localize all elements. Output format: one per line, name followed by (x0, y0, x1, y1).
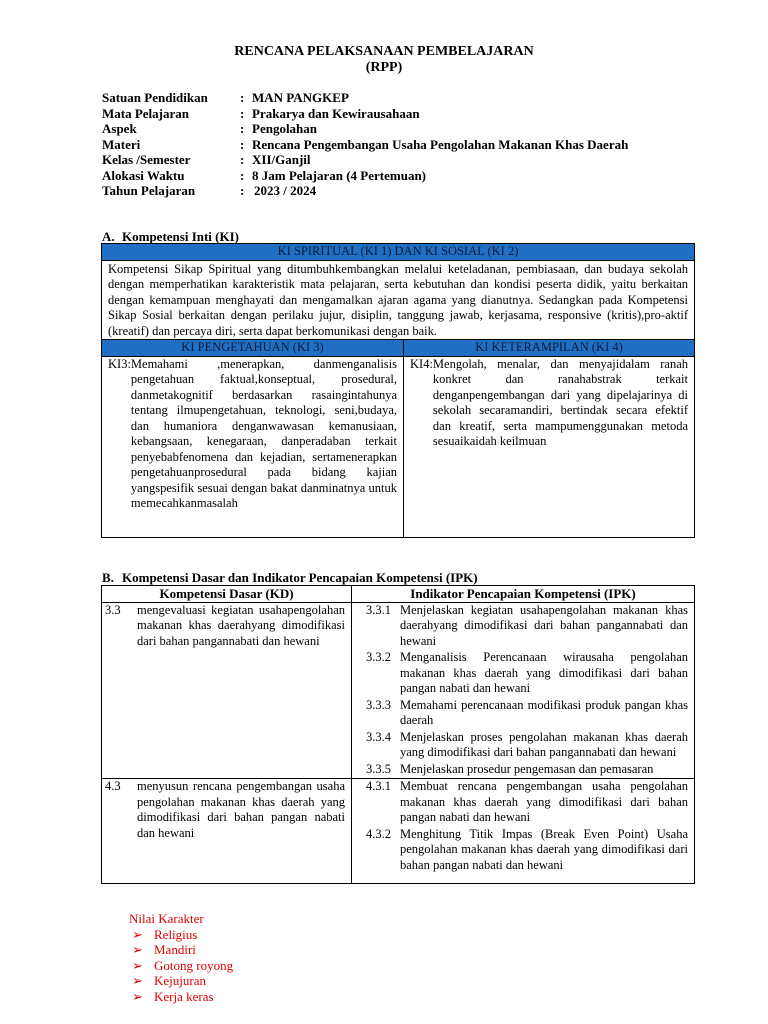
list-item: 3.3.5 Menjelaskan prosedur pengemasan dan pemasaran (366, 761, 654, 776)
list-item: ➢ Kerja keras (132, 988, 214, 1004)
ki3-text: Memahami ,menerapkan, danmenganalisis pengetahuan faktual,konseptual, prosedural, danmetakognitif berdasarkan rasaingintahunya tentang ilmupengetahuan, teknologi, seni,budaya, dan humaniora denganwawasan kemanusiaan, kebangsaan, kenegaraan, danperadaban terkait penyebabfenomena dan kejadian, sertamenerapkan pengetahuanprosedural pada bidang kajian yangspesifik sesuai dengan bakat danminatnya untuk memecahkanmasalah (130, 356, 397, 510)
arrow-bullet-icon: ➢ (132, 957, 143, 973)
doc-subtitle: (RPP) (365, 60, 403, 75)
list-item: ➢ Mandiri (132, 942, 196, 957)
list-item: 4.3.1 Membuat rencana pengembangan usaha pengolahan makanan khas daerah yang dimodifikasi dari bahan pangan nabati dan hewani (366, 779, 688, 824)
kd-header: Kompetensi Dasar (KD) (102, 586, 352, 603)
identity-row: Kelas /Semester : XII/Ganjil (102, 152, 311, 167)
ki4-label: KI4: (410, 356, 433, 371)
ki-table (101, 243, 695, 538)
identity-row: Alokasi Waktu : 8 Jam Pelajaran (4 Pertemuan) (102, 167, 427, 183)
ipk-cell (352, 779, 695, 884)
arrow-bullet-icon: ➢ (132, 988, 143, 1004)
table-row (102, 779, 695, 884)
kd-ipk-table (101, 585, 695, 884)
doc-title: RENCANA PELAKSANAAN PEMBELAJARAN (234, 44, 534, 59)
section-a-heading: A. Kompetensi Inti (KI) (102, 229, 239, 244)
nilai-title: Nilai Karakter (129, 911, 204, 926)
section-b-heading: B. Kompetensi Dasar dan Indikator Pencapaian Kompetensi (IPK) (102, 570, 478, 585)
ki-keterampilan-header: KI KETERAMPILAN (KI 4) (404, 340, 695, 357)
nilai-karakter (129, 911, 233, 1004)
ki-spiritual-text: Kompetensi Sikap Spiritual yang ditumbuhkembangkan melalui keteladanan, pembiasaan, dan budaya sekolah dengan memperhatikan karakteristik mata pelajaran, serta kebutuhan dan kondisi peserta didik, yaitu berkaitan dengan kemampuan menghayati dan mengamalkan ajaran agama yang dianutnya. Sedangkan pada Kompetensi Sikap Sosial berkaitan dengan perilaku jujur, disiplin, tanggung jawab, kerjasama, responsive (kritis),pro-aktif (kreatif) dan percaya diri, serta dapat berkomunikasi dengan baik. (102, 260, 695, 340)
ki-spiritual-header: KI SPIRITUAL (KI 1) DAN KI SOSIAL (KI 2) (102, 244, 695, 261)
arrow-bullet-icon: ➢ (132, 926, 143, 942)
ki-pengetahuan-header: KI PENGETAHUAN (KI 3) (102, 340, 404, 357)
ipk-cell (352, 602, 695, 779)
arrow-bullet-icon: ➢ (132, 942, 143, 957)
ki4-cell (404, 356, 695, 537)
list-item: 3.3.2 Menganalisis Perencanaan wirausaha pengolahan makanan khas daerah yang dimodifikasi dari bahan pangan nabati dan hewani (366, 650, 688, 695)
list-item: ➢ Religius (132, 926, 198, 942)
arrow-bullet-icon: ➢ (132, 973, 143, 988)
list-item: ➢ Kejujuran (132, 973, 206, 988)
list-item: 3.3.3 Memahami perencanaan modifikasi produk pangan khas daerah (366, 697, 688, 727)
kd-cell (102, 602, 352, 779)
table-row (102, 602, 695, 779)
kd-text: menyusun rencana pengembangan usaha pengolahan makanan khas daerah yang dimodifikasi dari bahan pangan nabati dan hewani (137, 779, 345, 840)
identity-row: Aspek : Pengolahan (102, 121, 318, 136)
kd-text: mengevaluasi kegiatan usahapengolahan makanan khas daerahyang dimodifikasi dari bahan pangannabati dan hewani (137, 602, 345, 648)
ki4-text: Mengolah, menalar, dan menyajidalam ranah konkret dan ranahabstrak terkait denganpengembangan dari yang dipelajarinya di sekolah secaramandiri, bertindak secara efektif dan kreatif, serta mampumenggunakan metoda sesuaikaidah keilmuan (432, 356, 688, 448)
identity-row: Mata Pelajaran : Prakarya dan Kewirausahaan (102, 105, 420, 121)
list-item: 3.3.4 Menjelaskan proses pengolahan makanan khas daerah yang dimodifikasi dari bahan pangannabati dan hewani (366, 729, 688, 759)
ki3-cell (102, 356, 404, 537)
identity-row: Materi : Rencana Pengembangan Usaha Pengolahan Makanan Khas Daerah (102, 136, 629, 152)
list-item: 4.3.2 Menghitung Titik Impas (Break Even Point) Usaha pengolahan makanan khas daerah yang dimodifikasi dari bahan pangan nabati dan hewani (366, 826, 688, 872)
kd-cell (102, 779, 352, 884)
kd-number: 3.3 (105, 602, 121, 617)
list-item: ➢ Gotong royong (132, 957, 234, 973)
identity-row: Satuan Pendidikan : MAN PANGKEP (102, 90, 349, 105)
list-item: 3.3.1 Menjelaskan kegiatan usahapengolahan makanan khas daerahyang dimodifikasi dari bahan pangannabati dan hewani (366, 602, 688, 648)
ipk-header: Indikator Pencapaian Kompetensi (IPK) (352, 586, 695, 603)
kd-number: 4.3 (105, 779, 121, 793)
ki3-label: KI3: (108, 356, 131, 371)
identity-row: Tahun Pelajaran : 2023 / 2024 (102, 183, 317, 198)
